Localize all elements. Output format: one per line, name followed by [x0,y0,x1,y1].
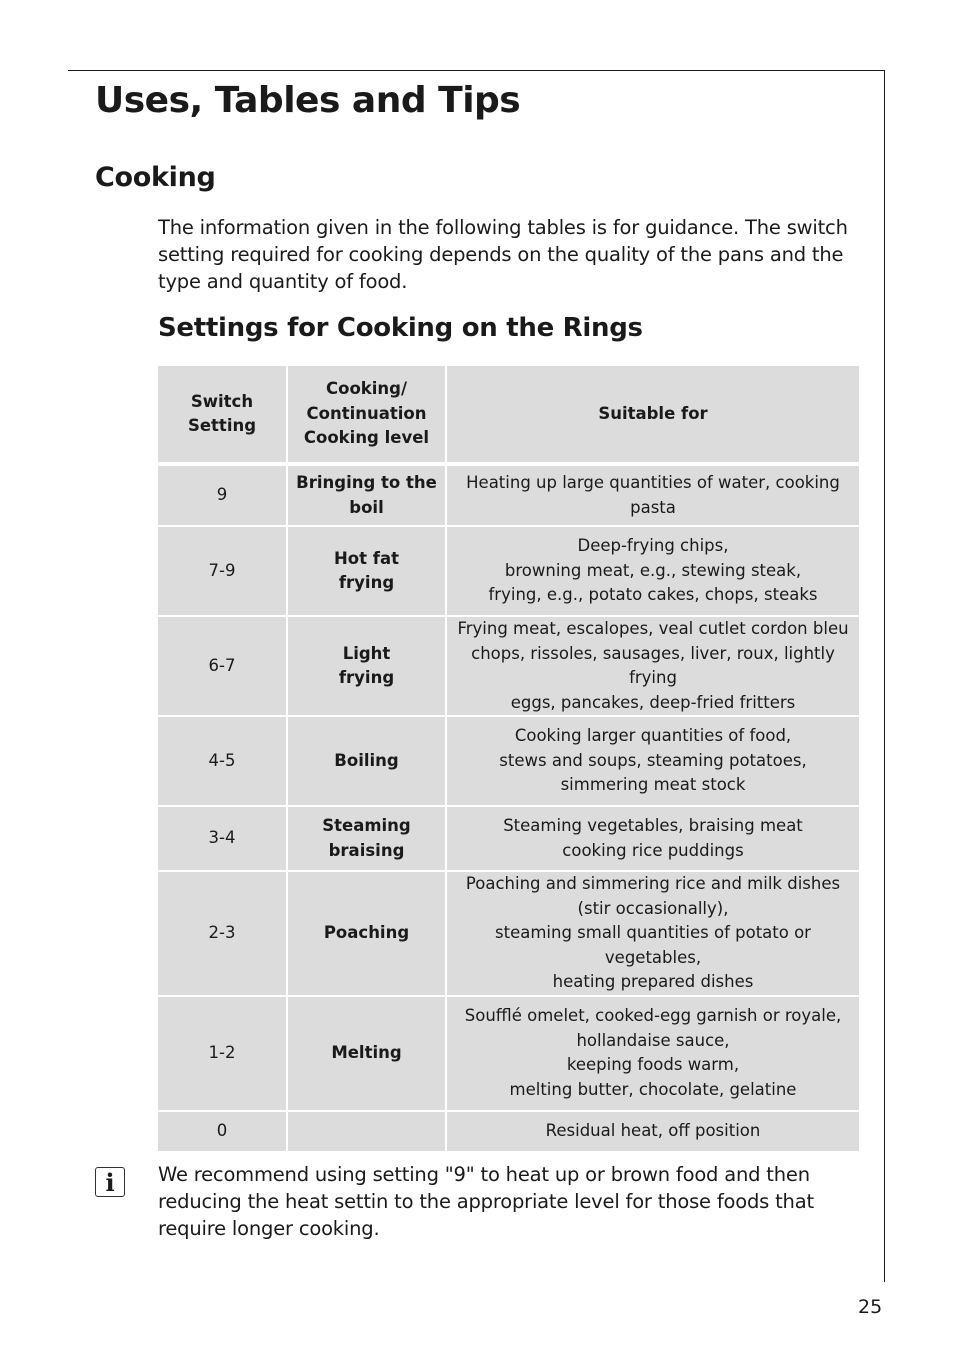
intro-paragraph: The information given in the following tables is for guidance. The switch setting required for cooking depends on the quality of the pans and the type and quantity of food. [158,216,848,293]
table-header-row [158,366,859,462]
suitable-for-cell: Heating up large quantities of water, cooking pasta [445,462,859,525]
cooking-level-cell: Light frying [286,615,445,715]
section-title: Cooking [95,162,216,193]
switch-setting-cell: 0 [158,1110,286,1151]
switch-setting-cell: 1-2 [158,995,286,1110]
side-rule [884,70,885,1282]
cooking-level-cell: Bringing to the boil [286,462,445,525]
switch-setting-cell: 9 [158,462,286,525]
cooking-level-cell: Hot fat frying [286,525,445,615]
switch-setting-cell: 4-5 [158,715,286,805]
table-row [158,995,859,1110]
suitable-for-cell: Deep-frying chips, browning meat, e.g., stewing steak, frying, e.g., potato cakes, chops, steaks [445,525,859,615]
info-icon: i [95,1167,125,1197]
suitable-for-cell: Cooking larger quantities of food, stews and soups, steaming potatoes, simmering meat stock [445,715,859,805]
cooking-level-cell: Poaching [286,870,445,995]
table-row [158,462,859,525]
switch-setting-cell: 2-3 [158,870,286,995]
cooking-level-cell: Steaming braising [286,805,445,870]
table-row [158,1110,859,1151]
table-row [158,525,859,615]
cooking-settings-table [158,366,859,1151]
page-number: 25 [858,1296,883,1318]
suitable-for-cell: Frying meat, escalopes, veal cutlet cordon bleu chops, rissoles, sausages, liver, roux, lightly frying eggs, pancakes, deep-fried fritters [445,615,859,715]
page-title: Uses, Tables and Tips [95,80,521,121]
switch-setting-cell: 6-7 [158,615,286,715]
table-row [158,615,859,715]
switch-setting-cell: 3-4 [158,805,286,870]
header-suitable-for: Suitable for [445,366,859,462]
header-switch-setting: Switch Setting [158,366,286,462]
table-row [158,805,859,870]
switch-setting-cell: 7-9 [158,525,286,615]
cooking-level-cell [286,1110,445,1151]
suitable-for-cell: Steaming vegetables, braising meat cooking rice puddings [445,805,859,870]
table-row [158,870,859,995]
tip-paragraph: We recommend using setting "9" to heat up or brown food and then reducing the heat settin to the appropriate level for those foods that require longer cooking. [158,1163,814,1240]
header-cooking-level: Cooking/ Continuation Cooking level [286,366,445,462]
table-row [158,715,859,805]
cooking-level-cell: Melting [286,995,445,1110]
subsection-title: Settings for Cooking on the Rings [158,313,643,343]
top-rule [68,70,885,71]
suitable-for-cell: Soufflé omelet, cooked-egg garnish or royale, hollandaise sauce, keeping foods warm, melting butter, chocolate, gelatine [445,995,859,1110]
cooking-level-cell: Boiling [286,715,445,805]
suitable-for-cell: Poaching and simmering rice and milk dishes (stir occasionally), steaming small quantities of potato or vegetables, heating prepared dishes [445,870,859,995]
suitable-for-cell: Residual heat, off position [445,1110,859,1151]
